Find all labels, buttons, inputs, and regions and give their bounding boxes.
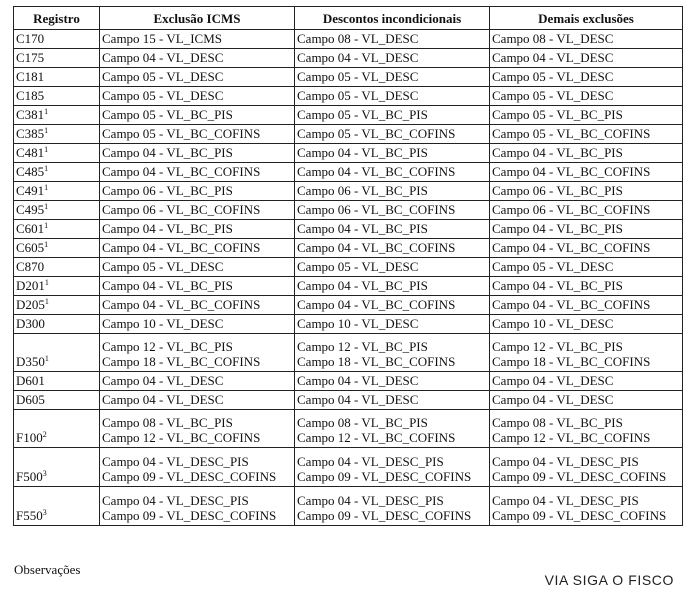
table-row <box>14 296 683 315</box>
demais-exclusoes-cell <box>490 68 683 87</box>
header-demais-exclusoes: Demais exclusões <box>490 7 683 30</box>
campo-text: Campo 05 - VL_BC_PIS <box>102 107 233 122</box>
campo-text: Campo 04 - VL_BC_PIS <box>102 221 233 236</box>
descontos-incondicionais-cell <box>295 448 490 487</box>
exclusao-icms-cell <box>100 220 295 239</box>
registro-cell <box>14 239 100 258</box>
demais-exclusoes-cell <box>490 258 683 277</box>
campo-text: Campo 05 - VL_BC_COFINS <box>102 126 261 141</box>
table-row <box>14 68 683 87</box>
table-row <box>14 30 683 49</box>
descontos-incondicionais-cell <box>295 201 490 220</box>
exclusao-icms-cell <box>100 391 295 410</box>
header-exclusao-icms: Exclusão ICMS <box>100 7 295 30</box>
registro-code: D601 <box>16 373 45 388</box>
table-row <box>14 87 683 106</box>
registers-table <box>13 6 683 526</box>
campo-text: Campo 05 - VL_BC_COFINS <box>492 126 651 141</box>
footnote-marker: 1 <box>44 354 49 363</box>
registro-cell <box>14 87 100 106</box>
registro-cell <box>14 201 100 220</box>
table-row <box>14 239 683 258</box>
campo-text: Campo 12 - VL_BC_PIS <box>102 339 233 354</box>
footnote-marker: 1 <box>44 183 49 192</box>
campo-text: Campo 06 - VL_BC_PIS <box>297 183 428 198</box>
campo-text: Campo 04 - VL_DESC <box>102 50 224 65</box>
demais-exclusoes-cell <box>490 239 683 258</box>
registro-code: C170 <box>16 31 45 46</box>
registro-code: D605 <box>16 392 45 407</box>
table-row <box>14 372 683 391</box>
registro-cell <box>14 144 100 163</box>
descontos-incondicionais-cell <box>295 87 490 106</box>
campo-text: Campo 05 - VL_DESC <box>297 259 419 274</box>
registro-code: C481 <box>16 145 45 160</box>
demais-exclusoes-cell <box>490 487 683 526</box>
campo-text: Campo 06 - VL_BC_PIS <box>492 183 623 198</box>
campo-text: Campo 09 - VL_DESC_COFINS <box>297 508 472 523</box>
campo-text: Campo 09 - VL_DESC_COFINS <box>102 508 277 523</box>
header-descontos-incondicionais: Descontos incondicionais <box>295 7 490 30</box>
exclusao-icms-cell <box>100 201 295 220</box>
descontos-incondicionais-cell <box>295 296 490 315</box>
registro-cell <box>14 49 100 68</box>
campo-text: Campo 04 - VL_BC_PIS <box>102 278 233 293</box>
registro-cell <box>14 391 100 410</box>
campo-text: Campo 08 - VL_BC_PIS <box>102 415 233 430</box>
demais-exclusoes-cell <box>490 201 683 220</box>
descontos-incondicionais-cell <box>295 258 490 277</box>
campo-text: Campo 04 - VL_DESC <box>492 373 614 388</box>
descontos-incondicionais-cell <box>295 220 490 239</box>
footnote-marker: 1 <box>44 221 49 230</box>
exclusao-icms-cell <box>100 125 295 144</box>
campo-text: Campo 04 - VL_BC_COFINS <box>492 164 651 179</box>
campo-text: Campo 05 - VL_DESC <box>297 88 419 103</box>
table-row <box>14 258 683 277</box>
exclusao-icms-cell <box>100 106 295 125</box>
registro-cell <box>14 125 100 144</box>
campo-text: Campo 12 - VL_BC_COFINS <box>102 430 261 445</box>
campo-text: Campo 09 - VL_DESC_COFINS <box>297 469 472 484</box>
campo-text: Campo 05 - VL_BC_COFINS <box>297 126 456 141</box>
campo-text: Campo 08 - VL_DESC <box>297 31 419 46</box>
cut-off-note: Observações <box>14 562 81 577</box>
descontos-incondicionais-cell <box>295 125 490 144</box>
campo-text: Campo 04 - VL_DESC_PIS <box>102 493 249 508</box>
campo-text: Campo 18 - VL_BC_COFINS <box>297 354 456 369</box>
exclusao-icms-cell <box>100 87 295 106</box>
campo-text: Campo 05 - VL_DESC <box>492 69 614 84</box>
descontos-incondicionais-cell <box>295 106 490 125</box>
exclusao-icms-cell <box>100 163 295 182</box>
registro-code: C495 <box>16 202 45 217</box>
descontos-incondicionais-cell <box>295 68 490 87</box>
campo-text: Campo 12 - VL_BC_PIS <box>492 339 623 354</box>
campo-text: Campo 04 - VL_DESC <box>102 373 224 388</box>
table-row <box>14 448 683 487</box>
footnote-marker: 1 <box>44 107 49 116</box>
campo-text: Campo 12 - VL_BC_COFINS <box>492 430 651 445</box>
demais-exclusoes-cell <box>490 49 683 68</box>
registro-code: C485 <box>16 164 45 179</box>
registro-code: C870 <box>16 259 45 274</box>
campo-text: Campo 10 - VL_DESC <box>492 316 614 331</box>
registro-cell <box>14 163 100 182</box>
table-row <box>14 487 683 526</box>
demais-exclusoes-cell <box>490 391 683 410</box>
campo-text: Campo 04 - VL_DESC <box>492 50 614 65</box>
campo-text: Campo 09 - VL_DESC_COFINS <box>492 469 667 484</box>
table-header-row <box>14 7 683 30</box>
demais-exclusoes-cell <box>490 144 683 163</box>
campo-text: Campo 05 - VL_DESC <box>492 259 614 274</box>
exclusao-icms-cell <box>100 144 295 163</box>
registro-cell <box>14 30 100 49</box>
demais-exclusoes-cell <box>490 410 683 448</box>
descontos-incondicionais-cell <box>295 163 490 182</box>
registro-code: D350 <box>16 354 45 369</box>
registro-cell <box>14 106 100 125</box>
campo-text: Campo 04 - VL_DESC <box>492 392 614 407</box>
descontos-incondicionais-cell <box>295 144 490 163</box>
footnote-marker: 2 <box>42 430 47 439</box>
footnote-marker: 1 <box>44 202 49 211</box>
exclusao-icms-cell <box>100 296 295 315</box>
campo-text: Campo 04 - VL_BC_PIS <box>297 221 428 236</box>
footnote-marker: 1 <box>44 297 49 306</box>
campo-text: Campo 04 - VL_BC_COFINS <box>297 240 456 255</box>
table-row <box>14 391 683 410</box>
exclusao-icms-cell <box>100 372 295 391</box>
registro-code: C185 <box>16 88 45 103</box>
registro-code: C601 <box>16 221 45 236</box>
registro-code: C605 <box>16 240 45 255</box>
campo-text: Campo 04 - VL_DESC <box>297 50 419 65</box>
descontos-incondicionais-cell <box>295 410 490 448</box>
table-row <box>14 277 683 296</box>
campo-text: Campo 06 - VL_BC_PIS <box>102 183 233 198</box>
exclusao-icms-cell <box>100 410 295 448</box>
campo-text: Campo 06 - VL_BC_COFINS <box>297 202 456 217</box>
exclusao-icms-cell <box>100 182 295 201</box>
registro-code: F100 <box>16 430 43 445</box>
demais-exclusoes-cell <box>490 372 683 391</box>
header-registro: Registro <box>14 7 100 30</box>
descontos-incondicionais-cell <box>295 239 490 258</box>
campo-text: Campo 04 - VL_DESC_PIS <box>102 454 249 469</box>
demais-exclusoes-cell <box>490 448 683 487</box>
descontos-incondicionais-cell <box>295 391 490 410</box>
footnote-marker: 1 <box>44 164 49 173</box>
campo-text: Campo 08 - VL_BC_PIS <box>492 415 623 430</box>
campo-text: Campo 04 - VL_DESC <box>102 392 224 407</box>
footnote-marker: 1 <box>44 240 49 249</box>
campo-text: Campo 04 - VL_DESC_PIS <box>492 493 639 508</box>
registro-cell <box>14 334 100 372</box>
registro-code: C385 <box>16 126 45 141</box>
campo-text: Campo 10 - VL_DESC <box>102 316 224 331</box>
descontos-incondicionais-cell <box>295 182 490 201</box>
demais-exclusoes-cell <box>490 277 683 296</box>
demais-exclusoes-cell <box>490 334 683 372</box>
campo-text: Campo 04 - VL_BC_COFINS <box>297 164 456 179</box>
exclusao-icms-cell <box>100 487 295 526</box>
registro-cell <box>14 68 100 87</box>
exclusao-icms-cell <box>100 68 295 87</box>
campo-text: Campo 09 - VL_DESC_COFINS <box>102 469 277 484</box>
campo-text: Campo 04 - VL_BC_PIS <box>102 145 233 160</box>
campo-text: Campo 04 - VL_BC_COFINS <box>492 240 651 255</box>
demais-exclusoes-cell <box>490 296 683 315</box>
registro-code: C381 <box>16 107 45 122</box>
campo-text: Campo 04 - VL_DESC <box>297 373 419 388</box>
campo-text: Campo 04 - VL_DESC <box>297 392 419 407</box>
demais-exclusoes-cell <box>490 220 683 239</box>
demais-exclusoes-cell <box>490 125 683 144</box>
campo-text: Campo 15 - VL_ICMS <box>102 31 223 46</box>
exclusao-icms-cell <box>100 239 295 258</box>
campo-text: Campo 04 - VL_DESC_PIS <box>297 493 444 508</box>
registro-code: D300 <box>16 316 45 331</box>
demais-exclusoes-cell <box>490 106 683 125</box>
campo-text: Campo 05 - VL_DESC <box>102 69 224 84</box>
campo-text: Campo 04 - VL_BC_COFINS <box>297 297 456 312</box>
table-row <box>14 201 683 220</box>
exclusao-icms-cell <box>100 258 295 277</box>
registro-cell <box>14 448 100 487</box>
exclusao-icms-cell <box>100 30 295 49</box>
table-row <box>14 163 683 182</box>
footnote-marker: 3 <box>42 469 47 478</box>
campo-text: Campo 12 - VL_BC_PIS <box>297 339 428 354</box>
table-row <box>14 410 683 448</box>
demais-exclusoes-cell <box>490 315 683 334</box>
campo-text: Campo 04 - VL_BC_COFINS <box>102 164 261 179</box>
descontos-incondicionais-cell <box>295 49 490 68</box>
campo-text: Campo 09 - VL_DESC_COFINS <box>492 508 667 523</box>
descontos-incondicionais-cell <box>295 277 490 296</box>
table-row <box>14 144 683 163</box>
campo-text: Campo 05 - VL_BC_PIS <box>492 107 623 122</box>
campo-text: Campo 06 - VL_BC_COFINS <box>102 202 261 217</box>
registro-cell <box>14 220 100 239</box>
campo-text: Campo 05 - VL_DESC <box>102 259 224 274</box>
table-row <box>14 106 683 125</box>
exclusao-icms-cell <box>100 277 295 296</box>
exclusao-icms-cell <box>100 334 295 372</box>
campo-text: Campo 04 - VL_DESC_PIS <box>492 454 639 469</box>
demais-exclusoes-cell <box>490 182 683 201</box>
registro-cell <box>14 277 100 296</box>
demais-exclusoes-cell <box>490 163 683 182</box>
campo-text: Campo 04 - VL_BC_PIS <box>297 278 428 293</box>
campo-text: Campo 08 - VL_DESC <box>492 31 614 46</box>
registro-code: C181 <box>16 69 45 84</box>
registro-cell <box>14 487 100 526</box>
campo-text: Campo 04 - VL_BC_PIS <box>492 145 623 160</box>
campo-text: Campo 05 - VL_DESC <box>297 69 419 84</box>
registro-code: C491 <box>16 183 45 198</box>
demais-exclusoes-cell <box>490 30 683 49</box>
registro-code: F500 <box>16 469 43 484</box>
campo-text: Campo 04 - VL_BC_COFINS <box>492 297 651 312</box>
campo-text: Campo 04 - VL_BC_PIS <box>492 221 623 236</box>
campo-text: Campo 04 - VL_BC_COFINS <box>102 297 261 312</box>
registro-cell <box>14 315 100 334</box>
registro-code: F550 <box>16 508 43 523</box>
campo-text: Campo 05 - VL_DESC <box>102 88 224 103</box>
registro-code: D205 <box>16 297 45 312</box>
registro-code: C175 <box>16 50 45 65</box>
descontos-incondicionais-cell <box>295 315 490 334</box>
table-row <box>14 315 683 334</box>
watermark-brand: VIA SIGA O FISCO <box>544 572 674 588</box>
campo-text: Campo 18 - VL_BC_COFINS <box>492 354 651 369</box>
registro-cell <box>14 296 100 315</box>
exclusao-icms-cell <box>100 315 295 334</box>
footnote-marker: 1 <box>44 278 49 287</box>
descontos-incondicionais-cell <box>295 487 490 526</box>
campo-text: Campo 04 - VL_BC_COFINS <box>102 240 261 255</box>
campo-text: Campo 10 - VL_DESC <box>297 316 419 331</box>
campo-text: Campo 08 - VL_BC_PIS <box>297 415 428 430</box>
registro-cell <box>14 372 100 391</box>
table-row <box>14 125 683 144</box>
registro-cell <box>14 410 100 448</box>
campo-text: Campo 18 - VL_BC_COFINS <box>102 354 261 369</box>
exclusao-icms-cell <box>100 49 295 68</box>
exclusao-icms-cell <box>100 448 295 487</box>
table-row <box>14 182 683 201</box>
footnote-marker: 3 <box>42 508 47 517</box>
table-row <box>14 334 683 372</box>
table-row <box>14 49 683 68</box>
registro-cell <box>14 182 100 201</box>
table-row <box>14 220 683 239</box>
campo-text: Campo 04 - VL_BC_PIS <box>492 278 623 293</box>
campo-text: Campo 12 - VL_BC_COFINS <box>297 430 456 445</box>
registro-cell <box>14 258 100 277</box>
campo-text: Campo 05 - VL_BC_PIS <box>297 107 428 122</box>
campo-text: Campo 06 - VL_BC_COFINS <box>492 202 651 217</box>
campo-text: Campo 04 - VL_DESC_PIS <box>297 454 444 469</box>
descontos-incondicionais-cell <box>295 334 490 372</box>
demais-exclusoes-cell <box>490 87 683 106</box>
footnote-marker: 1 <box>44 145 49 154</box>
registro-code: D201 <box>16 278 45 293</box>
descontos-incondicionais-cell <box>295 30 490 49</box>
descontos-incondicionais-cell <box>295 372 490 391</box>
table-body <box>14 30 683 526</box>
campo-text: Campo 04 - VL_BC_PIS <box>297 145 428 160</box>
campo-text: Campo 05 - VL_DESC <box>492 88 614 103</box>
footnote-marker: 1 <box>44 126 49 135</box>
